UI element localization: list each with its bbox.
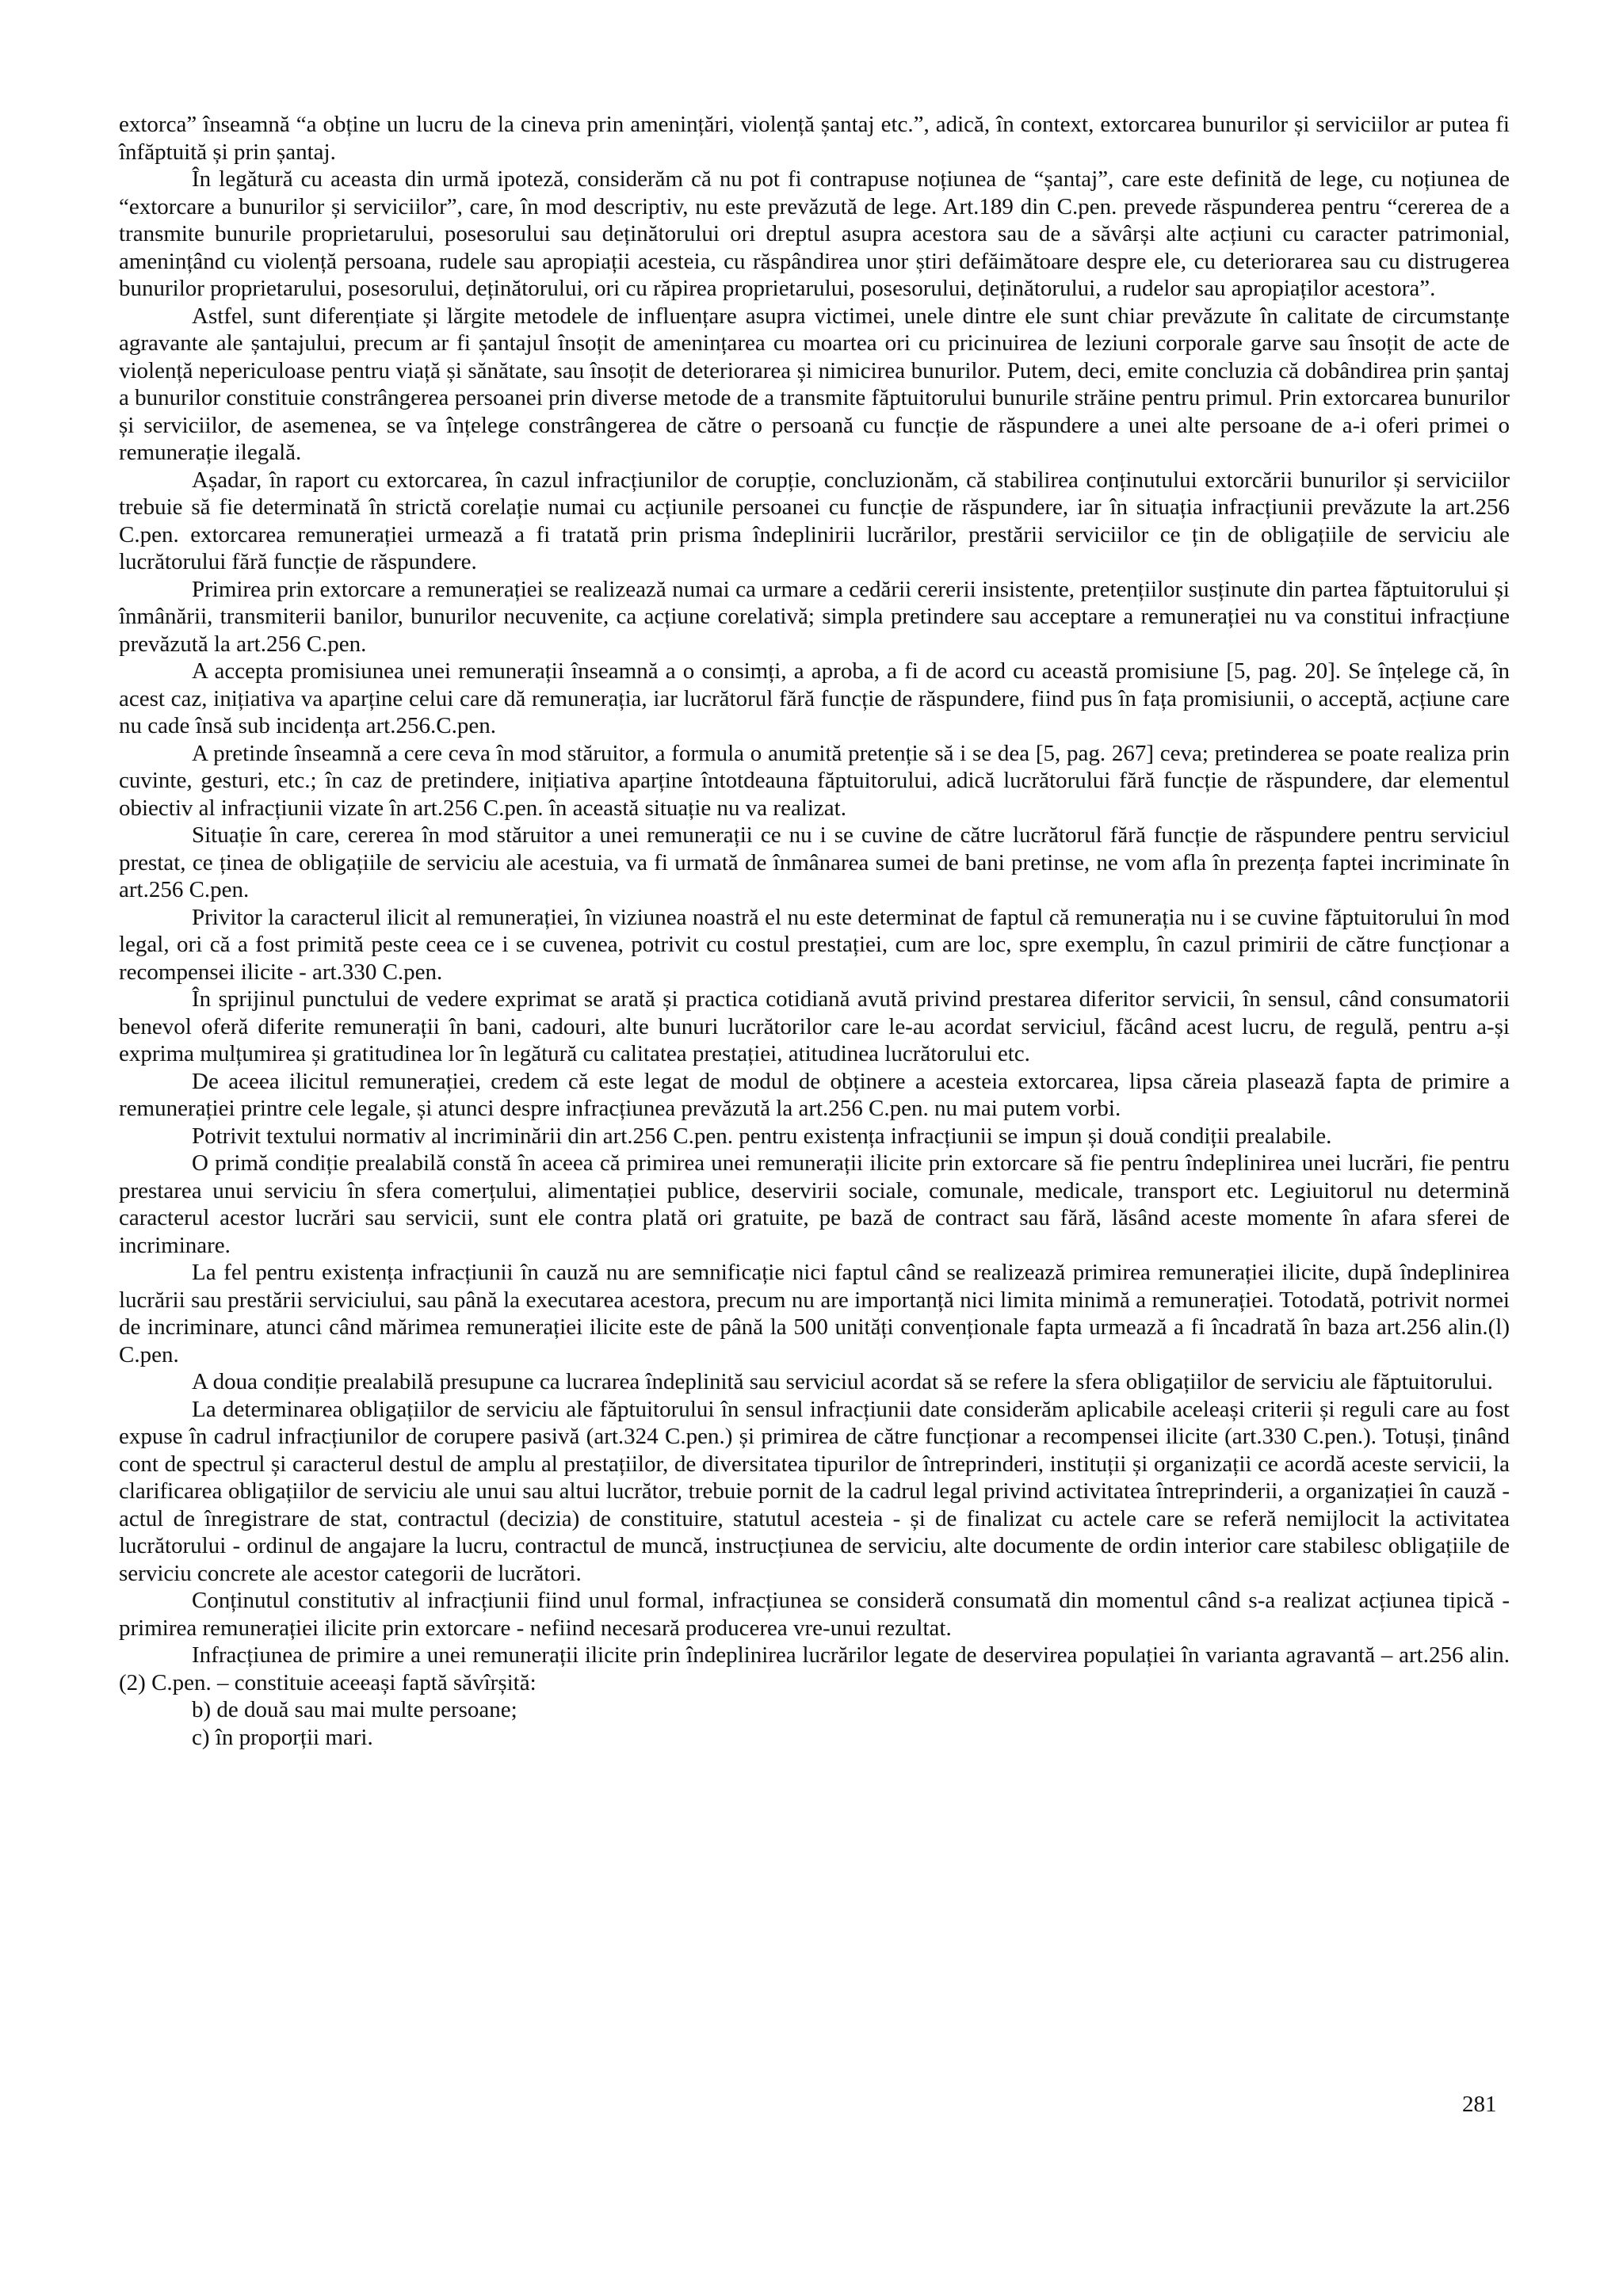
paragraph: La fel pentru existența infracțiunii în cauză nu are semnificație nici faptul când se realizează primirea remunerației ilicite, după îndeplinirea lucrării sau prestării serviciului, sau până la executarea acestora, precum nu are importanță nici limita minimă a remunerației. Totodată, potrivit normei de incriminare, atunci când mărimea remunerației ilicite este de până la 500 unități convenționale fapta urmează a fi încadrată în baza art.256 alin.(l) C.pen. (119, 1260, 1510, 1367)
paragraph: La determinarea obligațiilor de serviciu ale făptuitorului în sensul infracțiunii date considerăm aplicabile aceleași criterii și reguli care au fost expuse în cadrul infracțiunilor de corupere pasivă (art.324 C.pen.) și primirea de către funcționar a recompensei ilicite (art.330 C.pen.). Totuși, ținând cont de spectrul și caracterul destul de amplu al prestațiilor, de diversitatea tipurilor de întreprinderi, instituții și organizații ce acordă aceste servicii, la clarificarea obligațiilor de serviciu ale unui sau altui lucrător, trebuie pornit de la cadrul legal privind activitatea întreprinderii, a organizației în cauză - actul de înregistrare de stat, contractul (decizia) de constituire, statutul acesteia - și de finalizat cu actele care se referă nemijlocit la activitatea lucrătorului - ordinul de angajare la lucru, contractul de muncă, instrucțiunea de serviciu, alte documente de ordin interior care stabilesc obligațiile de serviciu concrete ale acestor categorii de lucrători. (119, 1396, 1510, 1586)
paragraph: Conținutul constitutiv al infracțiunii fiind unul formal, infracțiunea se consideră consumată din momentul când s-a realizat acțiunea tipică - primirea remunerației ilicite prin extorcare - nefiind necesară producerea vre-unui rezultat. (119, 1588, 1510, 1641)
paragraph: A accepta promisiunea unei remunerații înseamnă a o consimți, a aproba, a fi de acord cu această promisiune [5, pag. 20]. Se înțelege că, în acest caz, inițiativa va aparține celui care dă remunerația, iar lucrătorul fără funcție de răspundere, fiind pus în fața promisiunii, o acceptă, acțiune care nu cade însă sub incidența art.256.C.pen. (119, 658, 1510, 738)
paragraph: A doua condiție prealabilă presupune ca lucrarea îndeplinită sau serviciul acordat să se refere la sfera obligațiilor de serviciu ale făptuitorului. (192, 1369, 1493, 1394)
paragraph: Situație în care, cererea în mod stăruitor a unei remunerații ce nu i se cuvine de către lucrătorul fără funcție de răspundere pentru serviciul prestat, ce ținea de obligațiile de serviciu ale acestuia, va fi urmată de înmânarea sumei de bani pretinse, ne vom afla în prezența faptei incriminate în art.256 C.pen. (119, 822, 1510, 902)
paragraph: Potrivit textului normativ al incriminării din art.256 C.pen. pentru existența infracțiunii se impun și două condiții prealabile. (192, 1123, 1332, 1149)
list-item: b) de două sau mai multe persoane; (192, 1697, 517, 1722)
page-number: 281 (1462, 2092, 1497, 2117)
document-body (119, 111, 1510, 1751)
paragraph: În legătură cu aceasta din urmă ipoteză, considerăm că nu pot fi contrapuse noțiunea de “șantaj”, care este definită de lege, cu noțiunea de “extorcare a bunurilor și serviciilor”, care, în mod descriptiv, nu este prevăzută de lege. Art.189 din C.pen. prevede răspunderea pentru “cererea de a transmite bunurile proprietarului, posesorului sau deținătorului ori dreptul asupra acestora sau de a săvârși alte acțiuni cu caracter patrimonial, amenințând cu violență persoana, rudele sau apropiații acesteia, cu răspândirea unor știri defăimătoare despre ele, cu deteriorarea sau cu distrugerea bunurilor proprietarului, posesorului, deținătorului, ori cu răpirea proprietarului, posesorului, deținătorului, a rudelor sau apropiaților acestora”. (119, 166, 1510, 301)
paragraph: În sprijinul punctului de vedere exprimat se arată și practica cotidiană avută privind prestarea diferitor servicii, în sensul, când consumatorii benevol oferă diferite remunerații în bani, cadouri, alte bunuri lucrătorilor care le-au acordat serviciul, făcând acest lucru, de regulă, pentru a-și exprima mulțumirea și gratitudinea lor în legătură cu calitatea prestației, atitudinea lucrătorului etc. (119, 986, 1510, 1066)
paragraph: Privitor la caracterul ilicit al remunerației, în viziunea noastră el nu este determinat de faptul că remunerația nu i se cuvine făptuitorului în mod legal, ori că a fost primită peste ceea ce i se cuvenea, potrivit cu costul prestației, cum are loc, spre exemplu, în cazul primirii de către funcționar a recompensei ilicite - art.330 C.pen. (119, 904, 1510, 985)
paragraph: extorca” înseamnă “a obține un lucru de la cineva prin amenințări, violență șantaj etc.”, adică, în context, extorcarea bunurilor și serviciilor ar putea fi înfăptuită și prin șantaj. (119, 112, 1510, 165)
paragraph: De aceea ilicitul remunerației, credem că este legat de modul de obținere a acesteia extorcarea, lipsa căreia plasează fapta de primire a remunerației printre cele legale, și atunci despre infracțiunea prevăzută la art.256 C.pen. nu mai putem vorbi. (119, 1068, 1510, 1121)
paragraph: Infracțiunea de primire a unei remunerații ilicite prin îndeplinirea lucrărilor legate de deservirea populației în varianta agravantă – art.256 alin.(2) C.pen. – constituie aceeași faptă săvîrșită: (119, 1642, 1510, 1695)
paragraph: Primirea prin extorcare a remunerației se realizează numai ca urmare a cedării cererii insistente, pretențiilor susținute din partea făptuitorului și înmânării, transmiterii banilor, bunurilor necuvenite, ca acțiune corelativă; simpla pretindere sau acceptare a remunerației nu va constitui infracțiune prevăzută la art.256 C.pen. (119, 576, 1510, 657)
paragraph: Așadar, în raport cu extorcarea, în cazul infracțiunilor de corupție, concluzionăm, că stabilirea conținutului extorcării bunurilor și serviciilor trebuie să fie determinată în strictă corelație numai cu acțiunile persoanei cu funcție de răspundere, iar în situația infracțiunii prevăzute la art.256 C.pen. extorcarea remunerației urmează a fi tratată prin prisma îndeplinirii lucrărilor, prestării serviciilor ce țin de obligațiile de serviciu ale lucrătorului fără funcție de răspundere. (119, 467, 1510, 574)
list-item: c) în proporții mari. (192, 1724, 373, 1750)
paragraph: Astfel, sunt diferențiate și lărgite metodele de influențare asupra victimei, unele dintre ele sunt chiar prevăzute în calitate de circumstanțe agravante ale șantajului, precum ar fi șantajul însoțit de amenințarea cu moartea ori cu pricinuirea de leziuni corporale garve sau însoțit de acte de violență nepericuloase pentru viață și sănătate, sau însoțit de deteriorarea și nimicirea bunurilor. Putem, deci, emite concluzia că dobândirea prin șantaj a bunurilor constituie constrângerea persoanei prin diverse metode de a transmite făptuitorului bunurile străine pentru primul. Prin extorcarea bunurilor și serviciilor, de asemenea, se va înțelege constrângerea de către o persoană cu funcție de răspundere a unei alte persoane de a-i oferi primei o remunerație ilegală. (119, 303, 1510, 465)
paragraph: O primă condiție prealabilă constă în aceea că primirea unei remunerații ilicite prin extorcare să fie pentru îndeplinirea unei lucrări, fie pentru prestarea unui serviciu în sfera comerțului, alimentației publice, deservirii sociale, comunale, medicale, transport etc. Legiuitorul nu determină caracterul acestor lucrări sau servicii, sunt ele contra plată ori gratuite, pe bază de contract sau fără, lăsând aceste momente în afara sferei de incriminare. (119, 1150, 1510, 1258)
paragraph: A pretinde înseamnă a cere ceva în mod stăruitor, a formula o anumită pretenție să i se dea [5, pag. 267] ceva; pretinderea se poate realiza prin cuvinte, gesturi, etc.; în caz de pretindere, inițiativa aparține întotdeauna făptuitorului, adică lucrătorului fără funcție de răspundere, dar elementul obiectiv al infracțiunii vizate în art.256 C.pen. în această situație nu va realizat. (119, 740, 1510, 821)
